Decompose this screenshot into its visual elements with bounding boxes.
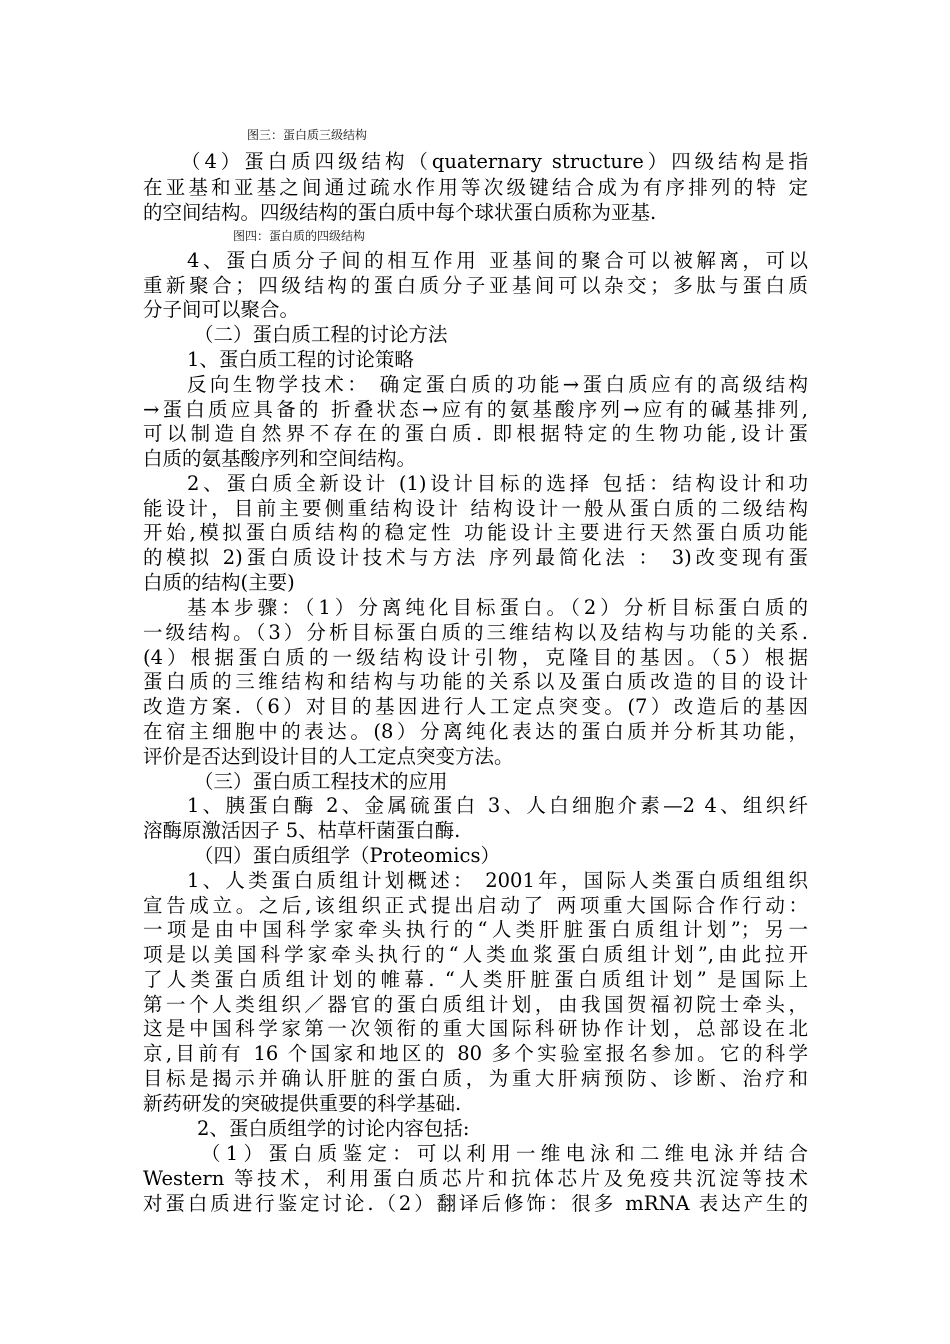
paragraph-line: 可以制造自然界不存在的蛋白质. 即根据特定的生物功能,设计蛋 — [143, 422, 808, 445]
paragraph-line: 在亚基和亚基之间通过疏水作用等次级键结合成为有序排列的特 定 — [143, 176, 808, 199]
paragraph-line: 的模拟 2)蛋白质设计技术与方法 序列最简化法 ： 3)改变现有蛋 — [143, 546, 808, 569]
paragraph-line: 项是以美国科学家牵头执行的“人类血浆蛋白质组计划”,由此拉开 — [143, 943, 808, 966]
paragraph-line: 京,目前有 16 个国家和地区的 80 多个实验室报名参加。它的科学 — [143, 1042, 808, 1065]
paragraph-line: 分子间可以聚合。 — [143, 298, 300, 321]
paragraph-line: 宣告成立。之后,该组织正式提出启动了 两项重大国际合作行动： — [143, 894, 808, 917]
subsection-heading: 2、蛋白质组学的讨论内容包括: — [197, 1117, 470, 1140]
paragraph-line: 在宿主细胞中的表达。(8）分离纯化表达的蛋白质并分析其功能， — [143, 720, 808, 743]
figure-4-caption: 图四：蛋白质的四级结构 — [233, 229, 366, 243]
paragraph-line: 1、胰蛋白酶 2、金属硫蛋白 3、人白细胞介素—2 4、组织纤 — [187, 794, 808, 817]
paragraph-line: 一级结构。（3）分析目标蛋白质的三维结构以及结构与功能的关系. — [143, 621, 808, 644]
section-heading: （四）蛋白质组学（Proteomics） — [194, 844, 500, 867]
paragraph-line: （4）蛋白质四级结构（quaternary structure）四级结构是指 — [181, 150, 808, 173]
paragraph-line: 能设计，目前主要侧重结构设计 结构设计一般从蛋白质的二级结构 — [143, 497, 808, 520]
paragraph-line: 了人类蛋白质组计划的帷幕. “人类肝脏蛋白质组计划” 是国际上 — [143, 968, 808, 991]
paragraph-line: 4、蛋白质分子间的相互作用 亚基间的聚合可以被解离，可以 — [187, 249, 808, 272]
paragraph-line: (4）根据蛋白质的一级结构设计引物，克隆目的基因。（5）根据 — [143, 646, 808, 669]
paragraph-line: 反向生物学技术： 确定蛋白质的功能→蛋白质应有的高级结构 — [187, 373, 808, 396]
paragraph-line: 重新聚合；四级结构的蛋白质分子亚基间可以杂交；多肽与蛋白质 — [143, 274, 808, 297]
paragraph-line: 新药研发的突破提供重要的科学基础. — [143, 1092, 462, 1115]
paragraph-line: 目标是揭示并确认肝脏的蛋白质，为重大肝病预防、诊断、治疗和 — [143, 1067, 808, 1090]
figure-3-caption: 图三：蛋白质三级结构 — [247, 128, 368, 142]
subsection-heading: 1、蛋白质工程的讨论策略 — [187, 348, 414, 371]
paragraph-line: 基本步骤：（1）分离纯化目标蛋白。（2）分析目标蛋白质的 — [187, 596, 808, 619]
paragraph-line: 白质的结构(主要) — [143, 571, 295, 594]
paragraph-line: →蛋白质应具备的 折叠状态→应有的氨基酸序列→应有的碱基排列, — [143, 398, 808, 421]
paragraph-line: 第一个人类组织／器官的蛋白质组计划，由我国贺福初院士牵头， — [143, 993, 808, 1016]
paragraph-line: 1、人类蛋白质组计划概述： 2001年，国际人类蛋白质组组织 — [187, 869, 808, 892]
paragraph-line: 一项是由中国科学家牵头执行的“人类肝脏蛋白质组计划”；另一 — [143, 918, 808, 941]
paragraph-line: 对蛋白质进行鉴定讨论.（2）翻译后修饰：很多 mRNA 表达产生的 — [143, 1192, 808, 1215]
paragraph-line: 溶酶原激活因子 5、枯草杆菌蛋白酶. — [143, 819, 461, 842]
paragraph-line: （1）蛋白质鉴定：可以利用一维电泳和二维电泳并结合 — [201, 1142, 808, 1165]
paragraph-line: 这是中国科学家第一次领衔的重大国际科研协作计划，总部设在北 — [143, 1017, 808, 1040]
paragraph-line: 评价是否达到设计目的人工定点突变方法。 — [143, 745, 514, 768]
paragraph-line: 改造方案.（6）对目的基因进行人工定点突变。(7）改造后的基因 — [143, 695, 808, 718]
paragraph-line: 的空间结构。四级结构的蛋白质中每个球状蛋白质称为亚基. — [143, 201, 657, 224]
paragraph-line: Western 等技术，利用蛋白质芯片和抗体芯片及免疫共沉淀等技术 — [143, 1167, 808, 1190]
paragraph-line: 2、蛋白质全新设计 (1)设计目标的选择 包括：结构设计和功 — [187, 472, 808, 495]
paragraph-line: 白质的氨基酸序列和空间结构。 — [143, 447, 417, 470]
section-heading: （二）蛋白质工程的讨论方法 — [194, 323, 448, 346]
paragraph-line: 蛋白质的三维结构和结构与功能的关系以及蛋白质改造的目的设计 — [143, 670, 808, 693]
section-heading: （三）蛋白质工程技术的应用 — [194, 770, 448, 793]
paragraph-line: 开始,模拟蛋白质结构的稳定性 功能设计主要进行天然蛋白质功能 — [143, 521, 808, 544]
